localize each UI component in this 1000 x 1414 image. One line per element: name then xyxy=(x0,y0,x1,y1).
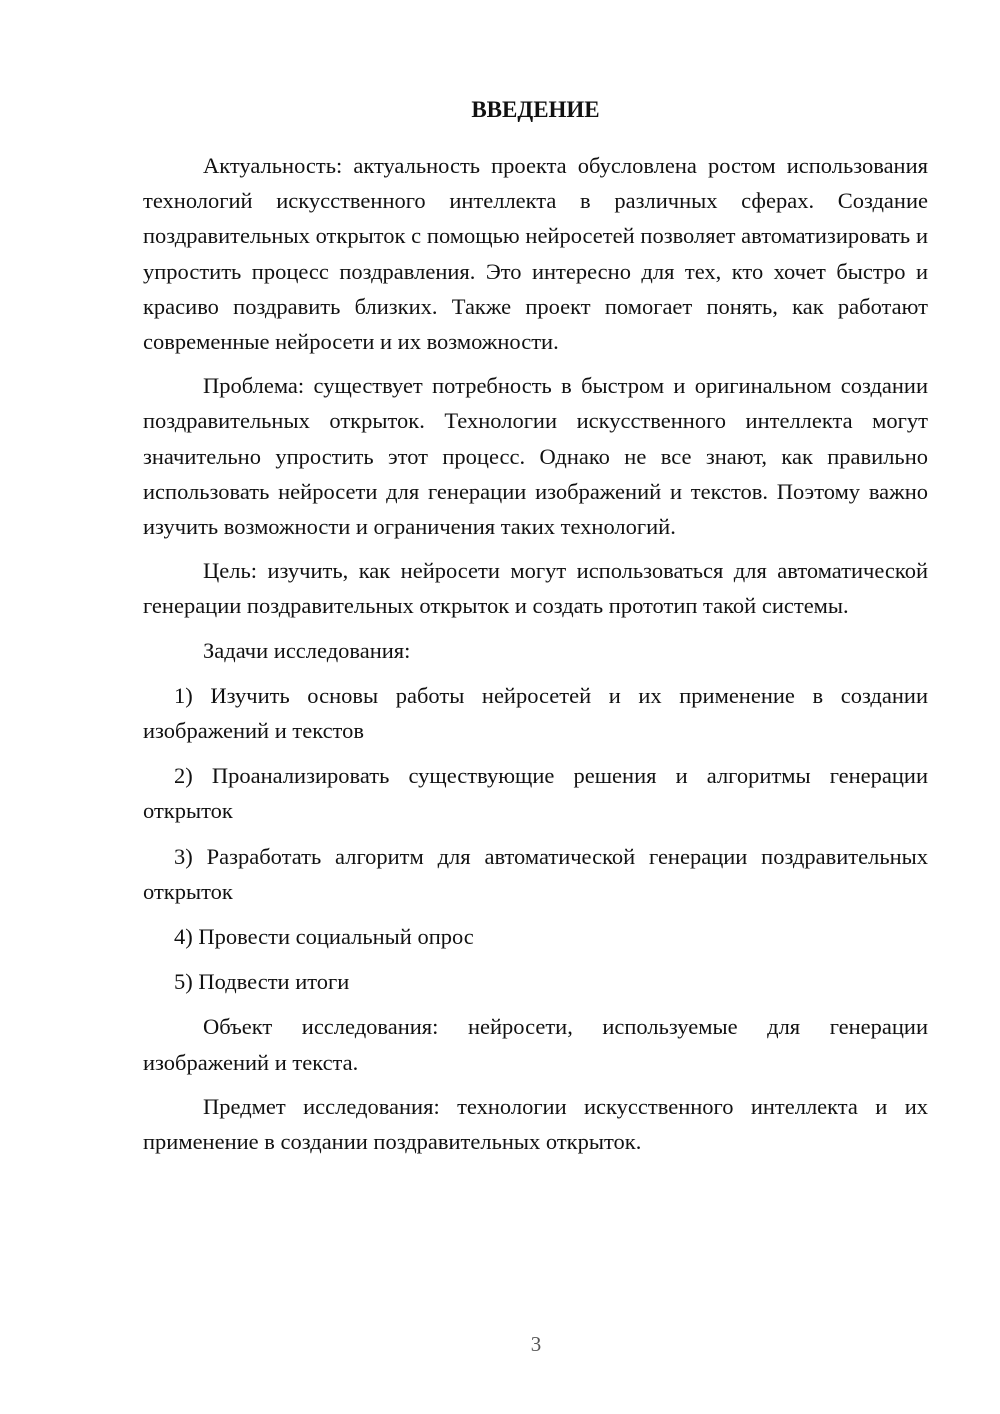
paragraph-problem: Проблема: существует потребность в быстром и оригинальном создании поздравительных открыток. Технологии искусственного интеллекта могут значительно упростить этот процесс. Однако не все знают, как правильно использовать нейросети для генерации изображений и текстов. Поэтому важно изучить возможности и ограничения таких технологий. xyxy=(143,373,928,540)
task-item-3: 3) Разработать алгоритм для автоматической генерации поздравительных открыток xyxy=(143,843,928,904)
task-item-5: 5) Подвести итоги xyxy=(174,969,350,995)
page-content xyxy=(143,92,928,1168)
page-number: 3 xyxy=(530,1332,542,1356)
paragraph-relevance: Актуальность: актуальность проекта обусловлена ростом использования технологий искусственного интеллекта в различных сферах. Создание поздравительных открыток с помощью нейросетей позволяет автоматизировать и упростить процесс поздравления. Это интересно для тех, кто хочет быстро и красиво поздравить близких. Также проект помогает понять, как работают современные нейросети и их возможности. xyxy=(143,153,928,355)
section-title: ВВЕДЕНИЕ xyxy=(471,97,600,122)
task-item-2: 2) Проанализировать существующие решения и алгоритмы генерации открыток xyxy=(143,763,928,824)
task-item-4: 4) Провести социальный опрос xyxy=(174,924,474,950)
paragraph-subject: Предмет исследования: технологии искусственного интеллекта и их применение в создании поздравительных открыток. xyxy=(143,1093,928,1155)
paragraph-object: Объект исследования: нейросети, используемые для генерации изображений и текста. xyxy=(143,1014,928,1075)
paragraph-goal: Цель: изучить, как нейросети могут использоваться для автоматической генерации поздравительных открыток и создать прототип такой системы. xyxy=(143,558,928,619)
task-item-1: 1) Изучить основы работы нейросетей и их применение в создании изображений и текстов xyxy=(143,682,928,744)
tasks-heading: Задачи исследования: xyxy=(203,637,411,663)
